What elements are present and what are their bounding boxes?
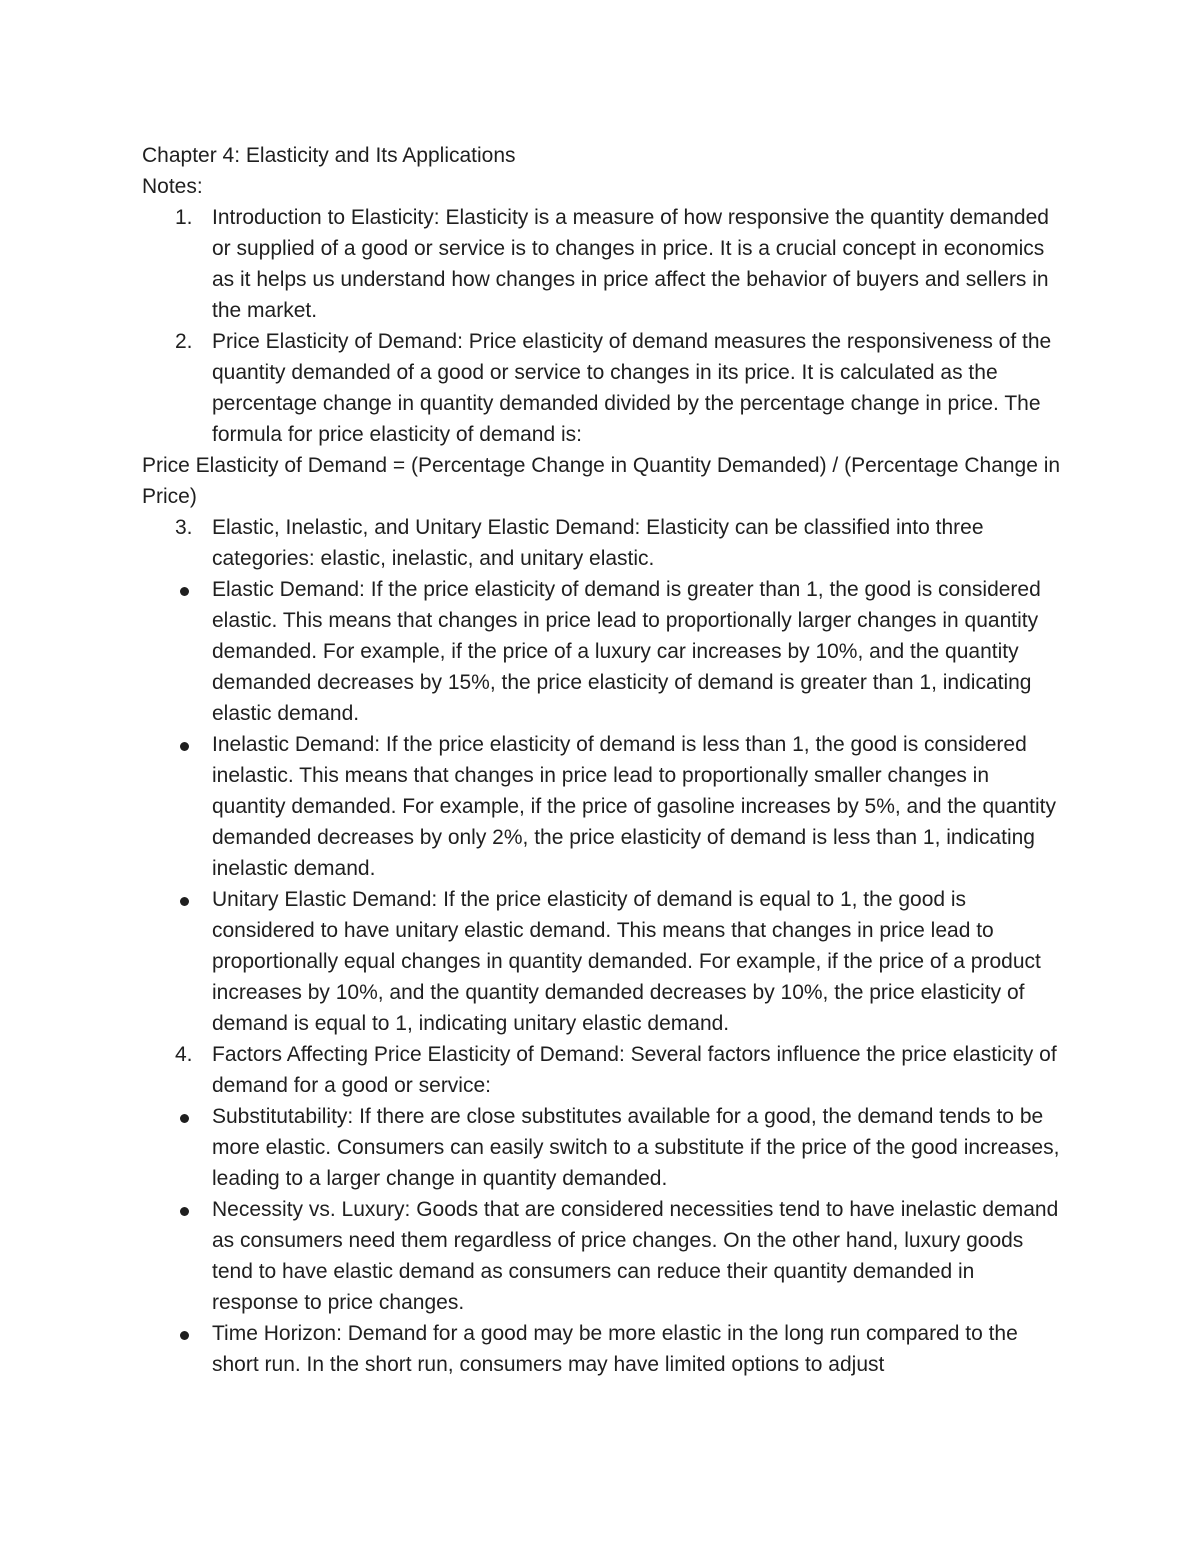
list-item-4 (142, 1039, 1062, 1101)
list-number: 1. (175, 206, 193, 229)
list-item-text: Factors Affecting Price Elasticity of Demand: Several factors influence the price elasticity of demand for a good or service: (212, 1043, 1057, 1097)
list-number: 3. (175, 516, 193, 539)
notes-label: Notes: (142, 175, 203, 198)
bullet-icon (180, 1207, 189, 1216)
bullet-icon (180, 897, 189, 906)
chapter-title: Chapter 4: Elasticity and Its Applications (142, 144, 516, 167)
bullet-icon (180, 1331, 189, 1340)
bullet-item-text: Time Horizon: Demand for a good may be more elastic in the long run compared to the short run. In the short run, consumers may have limited options to adjust (212, 1322, 1018, 1376)
bullet-item-text: Substitutability: If there are close substitutes available for a good, the demand tends to be more elastic. Consumers can easily switch to a substitute if the price of the good increases, leading to a larger change in quantity demanded. (212, 1105, 1060, 1190)
bullet-item-text: Inelastic Demand: If the price elasticity of demand is less than 1, the good is considered inelastic. This means that changes in price lead to proportionally smaller changes in quantity demanded. For example, if the price of gasoline increases by 5%, and the quantity demanded decreases by only 2%, the price elasticity of demand is less than 1, indicating inelastic demand. (212, 733, 1056, 880)
list-item-text: Price Elasticity of Demand: Price elasticity of demand measures the responsiveness of the quantity demanded of a good or service to changes in its price. It is calculated as the percentage change in quantity demanded divided by the percentage change in price. The formula for price elasticity of demand is: (212, 330, 1052, 446)
bullet-item-text: Unitary Elastic Demand: If the price elasticity of demand is equal to 1, the good is considered to have unitary elastic demand. This means that changes in price lead to proportionally equal changes in quantity demanded. For example, if the price of a product increases by 10%, and the quantity demanded decreases by 10%, the price elasticity of demand is equal to 1, indicating unitary elastic demand. (212, 888, 1041, 1035)
bullet-item-text: Elastic Demand: If the price elasticity of demand is greater than 1, the good is considered elastic. This means that changes in price lead to proportionally larger changes in quantity demanded. For example, if the price of a luxury car increases by 10%, and the quantity demanded decreases by 15%, the price elasticity of demand is greater than 1, indicating elastic demand. (212, 578, 1041, 725)
list-item-text: Elastic, Inelastic, and Unitary Elastic Demand: Elasticity can be classified into three categories: elastic, inelastic, and unitary elastic. (212, 516, 984, 570)
bullet-item-unitary (142, 884, 1062, 1039)
bullet-icon (180, 1114, 189, 1123)
bullet-icon (180, 742, 189, 751)
list-number: 2. (175, 330, 193, 353)
formula-text: Price Elasticity of Demand = (Percentage Change in Quantity Demanded) / (Percentage Change in Price) (142, 454, 1061, 508)
bullet-item-necessity (142, 1194, 1062, 1318)
bullet-item-inelastic (142, 729, 1062, 884)
bullet-item-text: Necessity vs. Luxury: Goods that are considered necessities tend to have inelastic demand as consumers need them regardless of price changes. On the other hand, luxury goods tend to have elastic demand as consumers can reduce their quantity demanded in response to price changes. (212, 1198, 1059, 1314)
list-item-2 (142, 326, 1062, 450)
list-item-1 (142, 202, 1062, 326)
bullet-icon (180, 587, 189, 596)
list-item-3 (142, 512, 1062, 574)
document-body (142, 140, 1062, 1380)
bullet-item-time-horizon (142, 1318, 1062, 1380)
bullet-item-substitutability (142, 1101, 1062, 1194)
list-number: 4. (175, 1043, 193, 1066)
list-item-text: Introduction to Elasticity: Elasticity is a measure of how responsive the quantity demanded or supplied of a good or service is to changes in price. It is a crucial concept in economics as it helps us understand how changes in price affect the behavior of buyers and sellers in the market. (212, 206, 1049, 322)
bullet-item-elastic (142, 574, 1062, 729)
